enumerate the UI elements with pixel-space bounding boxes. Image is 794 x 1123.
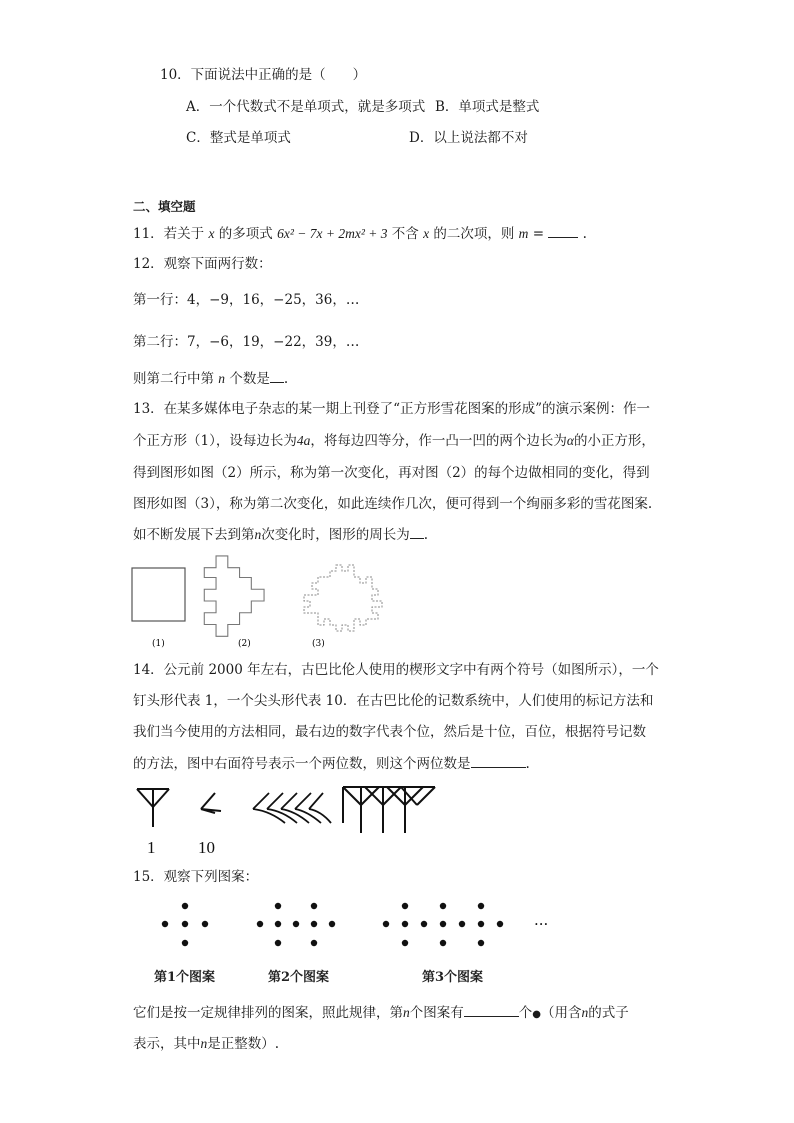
q13-line-1: 13．在某多媒体电子杂志的某一期上刊登了“正方形雪花图案的形成”的演示案例：作一 (133, 401, 650, 417)
q13-alpha: α (566, 433, 574, 448)
pattern-3 (383, 903, 503, 946)
pattern-caption-1: 第1个图案 (154, 970, 216, 985)
q12-row-2: 第二行：7，−6，19，−22，39，… (133, 334, 360, 350)
nail-group-symbol (343, 787, 435, 833)
label-ten: 10 (198, 838, 215, 857)
q11-text-1: 11．若关于 (133, 226, 205, 242)
q14-end: . (525, 756, 530, 772)
q15-line-1c: （用含 (540, 1005, 582, 1021)
pattern-2 (257, 903, 335, 946)
q12-ask (133, 370, 288, 387)
square-figure-1 (132, 568, 185, 621)
cuneiform-figure (125, 783, 445, 858)
section-title: 二、填空题 (133, 199, 196, 214)
figure-caption-3: (3) (312, 639, 325, 649)
nail-symbol (137, 789, 169, 827)
q14-line-4-text: 的方法，图中右面符号表示一个两位数，则这个两位数是 (133, 756, 471, 772)
q11-line (133, 225, 587, 242)
q15-count-word: 个 (518, 1005, 533, 1021)
q10-option-a: A．一个代数式不是单项式，就是多项式 (186, 99, 426, 115)
pattern-ellipsis: ··· (534, 915, 549, 933)
q10-option-d: D．以上说法都不对 (409, 130, 528, 146)
q11-text-2: 的多项式 (218, 226, 273, 242)
q15-var-n-3: n (200, 1036, 208, 1051)
q10-option-c: C．整式是单项式 (186, 130, 291, 146)
q12-var-n: n (218, 371, 226, 386)
q11-text-4: 的二次项，则 (433, 226, 515, 242)
q15-var-n-2: n (581, 1005, 589, 1020)
q15-line-2b: 是正整数）. (207, 1036, 280, 1052)
q15-line-1 (133, 1004, 629, 1021)
q13-side-length: 4a (296, 433, 311, 448)
snowflake-figure-3 (304, 565, 382, 631)
q14-line-2: 钉头形代表 1，一个尖头形代表 10．在古巴比伦的记数系统中，人们使用的标记方法和 (133, 693, 654, 709)
q12-row-1: 第一行：4，−9，16，−25，36，… (133, 292, 360, 308)
q13-line-4: 图形如图（3），称为第二次变化，如此连续作几次，便可得到一个绚丽多彩的雪花图案. (133, 496, 653, 512)
q13-var-n: n (254, 527, 262, 542)
figure-caption-1: (1) (152, 639, 165, 649)
q10-option-b: B．单项式是整式 (435, 99, 540, 115)
q10-stem: 10．下面说法中正确的是（ ） (160, 67, 367, 83)
q15-line-2 (133, 1036, 279, 1052)
q13-line-5 (133, 526, 428, 543)
q12-answer-blank (270, 370, 284, 383)
q13-line-2b: ，将每边四等分，作一凸一凹的两个边长为 (310, 433, 567, 449)
q11-var-x-2: x (423, 226, 430, 241)
q15-answer-blank (464, 1004, 519, 1017)
wedge-group-symbol (253, 793, 331, 823)
q15-line-1b: 个图案有 (409, 1005, 464, 1021)
q15-dot: ● (532, 1009, 541, 1020)
snowflake-figures (120, 555, 420, 655)
q12-ask-text-1: 则第二行中第 (133, 371, 214, 387)
q13-line-2 (133, 433, 655, 449)
q11-var-x: x (208, 226, 215, 241)
snowflake-figure-2 (204, 556, 264, 636)
q15-line-1a: 它们是按一定规律排列的图案，照此规律，第 (133, 1005, 403, 1021)
q11-end: . (582, 226, 587, 242)
q13-answer-blank (410, 526, 424, 539)
q15-var-n: n (403, 1005, 410, 1020)
pattern-caption-3: 第3个图案 (422, 970, 484, 985)
q14-line-3: 我们当今使用的方法相同，最右边的数字代表个位，然后是十位，百位，根据符号记数 (133, 724, 646, 740)
q15-line-2a: 表示，其中 (133, 1036, 201, 1052)
q13-line-2c: 的小正方形， (573, 433, 655, 449)
q12-stem: 12．观察下面两行数： (133, 256, 272, 272)
wedge-symbol (201, 793, 221, 813)
figure-caption-2: (2) (238, 639, 251, 649)
q13-end: . (423, 527, 429, 543)
q13-line-5a: 如不断发展下去到第 (133, 527, 255, 543)
label-one: 1 (147, 838, 156, 857)
q11-equals: = (532, 226, 549, 242)
q12-ask-text-2: 个数是 (229, 371, 270, 387)
q14-answer-blank (471, 755, 526, 768)
pattern-1 (162, 903, 208, 946)
dot-patterns (150, 895, 570, 985)
q11-var-m: m (518, 226, 529, 241)
q12-end: . (283, 371, 289, 387)
q13-line-2a: 个正方形（1），设每边长为 (133, 433, 297, 449)
q14-line-4 (133, 755, 530, 772)
q15-stem: 15．观察下列图案： (133, 869, 259, 885)
q15-line-1d: 的式子 (588, 1005, 629, 1021)
q11-text-3: 不含 (391, 226, 419, 242)
q13-line-3: 得到图形如图（2）所示，称为第一次变化，再对图（2）的每个边做相同的变化，得到 (133, 465, 650, 481)
q11-answer-blank (548, 225, 578, 238)
q14-line-1: 14．公元前 2000 年左右，古巴比伦人使用的楔形文字中有两个符号（如图所示），一个 (133, 662, 659, 678)
q13-line-5b: 次变化时，图形的周长为 (261, 527, 410, 543)
pattern-caption-2: 第2个图案 (268, 970, 330, 985)
q11-polynomial: 6x² − 7x + 2mx² + 3 (277, 226, 388, 241)
